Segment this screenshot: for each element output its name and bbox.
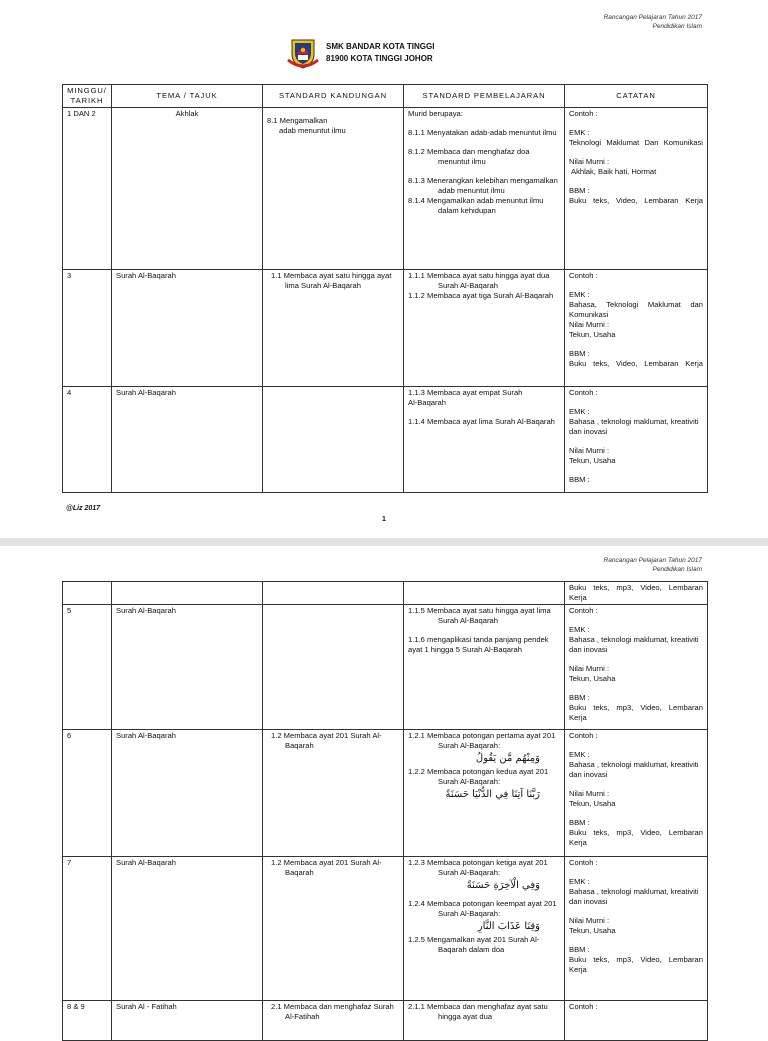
page-separator bbox=[0, 538, 768, 546]
content-standard-cell: 1.2 Membaca ayat 201 Surah Al-Baqarah bbox=[263, 857, 404, 1001]
content-standard-cell: 1.2 Membaca ayat 201 Surah Al-Baqarah bbox=[263, 730, 404, 857]
theme-cell: Surah Al-Baqarah bbox=[112, 270, 263, 387]
week-cell: 8 & 9 bbox=[63, 1001, 112, 1041]
quran-verse-segment: وَفِي الْآخِرَةِ حَسَنَةً bbox=[466, 880, 540, 891]
table-row bbox=[63, 857, 708, 1001]
school-name: SMK BANDAR KOTA TINGGI bbox=[326, 42, 435, 51]
page-header bbox=[604, 13, 702, 31]
table-row bbox=[63, 582, 708, 605]
theme-cell: Surah Al-Baqarah bbox=[112, 605, 263, 730]
subject-name: Pendidikan Islam bbox=[652, 566, 702, 573]
content-standard-cell: 2.1 Membaca dan menghafaz Surah Al-Fatihah bbox=[263, 1001, 404, 1041]
theme-cell: Surah Al-Baqarah bbox=[112, 857, 263, 1001]
document-page-2 bbox=[0, 546, 768, 1024]
learning-standard-cell bbox=[404, 582, 565, 605]
notes-cell: Contoh : EMK : Teknologi Maklumat Dan Komunikasi Nilai Murni : Akhlak, Baik hati, Hormat BBM : Buku teks, Video, Lembaran Kerja bbox=[565, 108, 708, 270]
table-row bbox=[63, 1001, 708, 1041]
notes-cell: Contoh : EMK : Bahasa , teknologi maklumat, kreativiti dan inovasi Nilai Murni : Tekun, Usaha BBM : Buku teks, mp3, Video, Lembaran Kerja bbox=[565, 605, 708, 730]
week-cell bbox=[63, 582, 112, 605]
theme-cell: Surah Al - Fatihah bbox=[112, 1001, 263, 1041]
theme-cell: Akhlak bbox=[112, 108, 263, 270]
quran-verse-segment: وَمِنْهُم مَّن يَقُولُ bbox=[475, 753, 540, 764]
table-header-row bbox=[63, 85, 708, 108]
table-row bbox=[63, 387, 708, 493]
learning-standard-cell: 1.1.5 Membaca ayat satu hingga ayat lima Surah Al-Baqarah 1.1.6 mengaplikasi tanda panjang pendek ayat 1 hingga 5 Surah Al-Baqarah bbox=[404, 605, 565, 730]
notes-cell: Buku teks, mp3, Video, Lembaran Kerja bbox=[565, 582, 708, 605]
notes-cell: Contoh : bbox=[565, 1001, 708, 1041]
page-number: 1 bbox=[382, 516, 386, 523]
learning-standard-cell: 2.1.1 Membaca dan menghafaz ayat satu hingga ayat dua bbox=[404, 1001, 565, 1041]
table-row bbox=[63, 108, 708, 270]
week-cell: 4 bbox=[63, 387, 112, 493]
author-credit: @Liz 2017 bbox=[66, 505, 101, 512]
lesson-plan-table bbox=[62, 84, 708, 493]
learning-standard-cell: 1.2.1 Membaca potongan pertama ayat 201 Surah Al-Baqarah: وَمِنْهُم مَّن يَقُولُ 1.2.2 Membaca potongan kedua ayat 201 Surah Al-Baqarah: رَبَّنَا آتِنَا فِي الدُّنْيَا حَسَنَةً bbox=[404, 730, 565, 857]
column-header-week: MINGGU/ TARIKH bbox=[63, 85, 112, 108]
content-standard-cell: 1.1 Membaca ayat satu hingga ayat lima Surah Al-Baqarah bbox=[263, 270, 404, 387]
column-header-learning-standard: STANDARD PEMBELAJARAN bbox=[404, 85, 565, 108]
subject-name: Pendidikan Islam bbox=[652, 23, 702, 30]
week-cell: 5 bbox=[63, 605, 112, 730]
table-row bbox=[63, 730, 708, 857]
page-header bbox=[604, 556, 702, 574]
table-row bbox=[63, 270, 708, 387]
content-standard-cell: 8.1 Mengamalkan adab menuntut ilmu bbox=[263, 108, 404, 270]
learning-standard-cell: 1.1.1 Membaca ayat satu hingga ayat dua Surah Al-Baqarah 1.1.2 Membaca ayat tiga Surah Al-Baqarah bbox=[404, 270, 565, 387]
week-cell: 6 bbox=[63, 730, 112, 857]
notes-cell: Contoh : EMK : Bahasa , teknologi maklumat, kreativiti dan inovasi Nilai Murni : Tekun, Usaha BBM : Buku teks, mp3, Video, Lembaran Kerja bbox=[565, 857, 708, 1001]
quran-verse-segment: رَبَّنَا آتِنَا فِي الدُّنْيَا حَسَنَةً bbox=[445, 789, 540, 800]
content-standard-cell bbox=[263, 605, 404, 730]
week-cell: 7 bbox=[63, 857, 112, 1001]
column-header-theme: TEMA / TAJUK bbox=[112, 85, 263, 108]
school-header bbox=[286, 36, 434, 70]
content-standard-cell bbox=[263, 387, 404, 493]
table-row bbox=[63, 605, 708, 730]
theme-cell bbox=[112, 582, 263, 605]
plan-title: Rancangan Pelajaran Tahun 2017 bbox=[603, 557, 702, 564]
learning-standard-cell: Murid berupaya: 8.1.1 Menyatakan adab-adab menuntut ilmu 8.1.2 Membaca dan menghafaz doa menuntut ilmu 8.1.3 Menerangkan kelebihan mengamalkan adab menuntut ilmu 8.1.4 Mengamalkan adab menuntut ilmu dalam kehidupan bbox=[404, 108, 565, 270]
week-cell: 3 bbox=[63, 270, 112, 387]
theme-cell: Surah Al-Baqarah bbox=[112, 387, 263, 493]
notes-cell: Contoh : EMK : Bahasa, Teknologi Maklumat dan Komunikasi Nilai Murni : Tekun, Usaha BBM : Buku teks, Video, Lembaran Kerja bbox=[565, 270, 708, 387]
lesson-plan-table-continued bbox=[62, 581, 708, 1041]
column-header-content-standard: STANDARD KANDUNGAN bbox=[263, 85, 404, 108]
plan-title: Rancangan Pelajaran Tahun 2017 bbox=[603, 14, 702, 21]
learning-standard-cell: 1.2.3 Membaca potongan ketiga ayat 201 Surah Al-Baqarah: وَفِي الْآخِرَةِ حَسَنَةً 1.2.4 Membaca potongan keempat ayat 201 Surah Al-Baqarah: وَقِنَا عَذَابَ النَّارِ 1.2.5 Mengamalkan ayat 201 Surah Al-Baqarah dalam doa bbox=[404, 857, 565, 1001]
quran-verse-segment: وَقِنَا عَذَابَ النَّارِ bbox=[477, 921, 540, 932]
column-header-notes: CATATAN bbox=[565, 85, 708, 108]
learning-standard-cell: 1.1.3 Membaca ayat empat Surah Al-Baqarah 1.1.4 Membaca ayat lima Surah Al-Baqarah bbox=[404, 387, 565, 493]
notes-cell: Contoh : EMK : Bahasa , teknologi maklumat, kreativiti dan inovasi Nilai Murni : Tekun, Usaha BBM : Buku teks, mp3, Video, Lembaran Kerja bbox=[565, 730, 708, 857]
school-address: 81900 KOTA TINGGI JOHOR bbox=[326, 54, 433, 63]
content-standard-cell bbox=[263, 582, 404, 605]
week-cell: 1 DAN 2 bbox=[63, 108, 112, 270]
school-crest-icon bbox=[286, 36, 320, 70]
notes-cell: Contoh : EMK : Bahasa , teknologi maklumat, kreativiti dan inovasi Nilai Murni : Tekun, Usaha BBM : bbox=[565, 387, 708, 493]
theme-cell: Surah Al-Baqarah bbox=[112, 730, 263, 857]
